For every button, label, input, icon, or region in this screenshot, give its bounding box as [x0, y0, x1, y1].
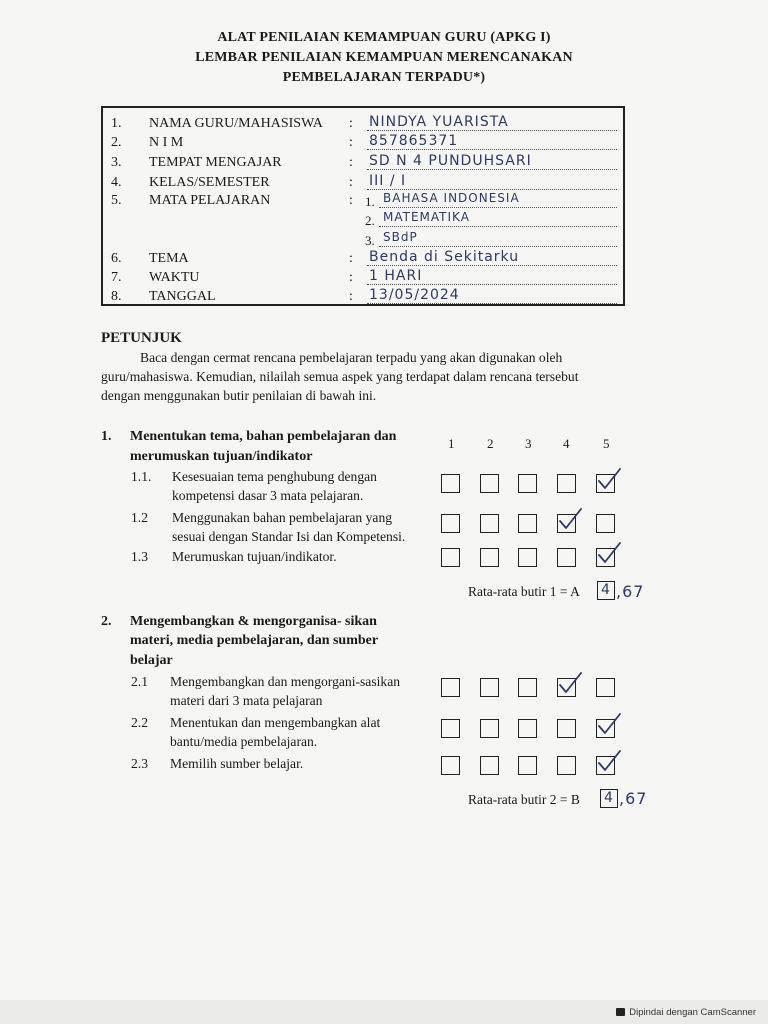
doc-title-line2: LEMBAR PENILAIAN KEMAMPUAN MERENCANAKAN — [195, 50, 573, 65]
identity-row-subject-2 — [103, 212, 623, 230]
subject-number: 3. — [365, 233, 375, 248]
section-2-title-line2: materi, media pembelajaran, dan sumber — [130, 633, 379, 648]
rating-checkbox[interactable] — [518, 474, 537, 493]
item-text-line1: Merumuskan tujuan/indikator. — [172, 549, 337, 564]
check-mark-icon — [556, 671, 582, 697]
handwritten-subject-2: MATEMATIKA — [383, 210, 470, 224]
subject-number: 2. — [365, 213, 375, 228]
average-1-decimal: ,67 — [616, 582, 645, 601]
identity-row-time — [103, 270, 623, 288]
rating-checkbox[interactable] — [557, 678, 576, 697]
rating-checkbox[interactable] — [596, 474, 615, 493]
rating-checkbox[interactable] — [441, 514, 460, 533]
item-text-line1: Menentukan dan mengembangkan alat — [170, 715, 381, 730]
item-text-line2: kompetensi dasar 3 mata pelajaran. — [172, 488, 364, 503]
dotted-line — [367, 149, 617, 150]
section-2-title-line3: belajar — [130, 653, 173, 668]
row-colon: : — [349, 289, 353, 304]
instructions-line1: Baca dengan cermat rencana pembelajaran terpadu yang akan digunakan oleh — [140, 350, 563, 365]
identity-row-date — [103, 289, 623, 307]
item-number: 2.3 — [131, 756, 148, 771]
row-colon: : — [349, 251, 353, 266]
rating-checkbox[interactable] — [480, 474, 499, 493]
dotted-line — [379, 226, 617, 227]
row-label: WAKTU — [149, 270, 200, 285]
scale-label-4: 4 — [563, 436, 570, 451]
dotted-line — [367, 303, 617, 304]
handwritten-class: III / I — [369, 173, 407, 189]
row-label: KELAS/SEMESTER — [149, 175, 270, 190]
row-colon: : — [349, 175, 353, 190]
row-number: 1. — [111, 116, 122, 131]
rating-checkbox[interactable] — [480, 756, 499, 775]
dotted-line — [367, 265, 617, 266]
rating-checkbox[interactable] — [480, 719, 499, 738]
identity-row-class — [103, 175, 623, 193]
row-colon: : — [349, 270, 353, 285]
check-mark-icon — [595, 541, 621, 567]
check-mark-icon — [595, 749, 621, 775]
row-label: NAMA GURU/MAHASISWA — [149, 116, 323, 131]
section-2-title-line1: Mengembangkan & mengorganisa- sikan — [130, 614, 377, 629]
row-number: 8. — [111, 289, 122, 304]
rating-checkbox[interactable] — [596, 719, 615, 738]
handwritten-date: 13/05/2024 — [369, 287, 460, 303]
check-mark-icon — [595, 467, 621, 493]
dotted-line — [367, 169, 617, 170]
item-text-line1: Menggunakan bahan pembelajaran yang — [172, 510, 393, 525]
handwritten-time: 1 HARI — [369, 268, 423, 284]
rating-checkbox[interactable] — [518, 514, 537, 533]
rating-checkbox[interactable] — [557, 756, 576, 775]
doc-title-line1: ALAT PENILAIAN KEMAMPUAN GURU (APKG I) — [217, 30, 551, 45]
rating-checkbox[interactable] — [441, 548, 460, 567]
row-colon: : — [349, 155, 353, 170]
row-colon: : — [349, 116, 353, 131]
rating-checkbox[interactable] — [596, 678, 615, 697]
handwritten-theme: Benda di Sekitarku — [369, 249, 520, 265]
section-2-number: 2. — [101, 614, 112, 629]
rating-checkbox[interactable] — [557, 719, 576, 738]
row-label: N I M — [149, 135, 184, 150]
identity-row-school — [103, 155, 623, 173]
average-1-label: Rata-rata butir 1 = A — [468, 584, 580, 599]
handwritten-school: SD N 4 PUNDUHSARI — [369, 153, 532, 169]
item-number: 2.1 — [131, 674, 148, 689]
rating-checkbox[interactable] — [441, 719, 460, 738]
row-colon: : — [349, 135, 353, 150]
handwritten-nim: 857865371 — [369, 133, 459, 149]
row-number: 6. — [111, 251, 122, 266]
doc-title-line3: PEMBELAJARAN TERPADU*) — [282, 70, 486, 85]
section-1-title-line1: Menentukan tema, bahan pembelajaran dan — [130, 429, 397, 444]
row-number: 2. — [111, 135, 122, 150]
identity-row-subject-3 — [103, 232, 623, 250]
identity-row-subjects — [103, 193, 623, 211]
dotted-line — [367, 130, 617, 131]
item-number: 1.1. — [131, 469, 152, 484]
identity-box — [101, 106, 625, 306]
dotted-line — [367, 189, 617, 190]
row-label: TANGGAL — [149, 289, 216, 304]
row-number: 4. — [111, 175, 122, 190]
average-1-box: 4 — [597, 581, 615, 600]
item-text-line2: materi dari 3 mata pelajaran — [170, 693, 323, 708]
item-text-line1: Memilih sumber belajar. — [170, 756, 304, 771]
rating-checkbox[interactable] — [596, 756, 615, 775]
average-2-box: 4 — [600, 789, 618, 808]
scanner-footer — [616, 1007, 756, 1018]
rating-checkbox[interactable] — [518, 548, 537, 567]
rating-checkbox[interactable] — [557, 514, 576, 533]
section-1-number: 1. — [101, 429, 112, 444]
rating-checkbox[interactable] — [441, 678, 460, 697]
row-number: 5. — [111, 193, 122, 208]
item-number: 1.2 — [131, 510, 148, 525]
rating-checkbox[interactable] — [518, 756, 537, 775]
row-label: MATA PELAJARAN — [149, 193, 271, 208]
dotted-line — [367, 284, 617, 285]
row-number: 7. — [111, 270, 122, 285]
item-text-line1: Kesesuaian tema penghubung dengan — [172, 469, 377, 484]
section-1-title-line2: merumuskan tujuan/indikator — [130, 449, 313, 464]
rating-checkbox[interactable] — [480, 548, 499, 567]
average-2-decimal: ,67 — [619, 789, 648, 808]
check-mark-icon — [556, 507, 582, 533]
handwritten-subject-1: BAHASA INDONESIA — [383, 191, 520, 205]
rating-checkbox[interactable] — [441, 474, 460, 493]
scale-label-2: 2 — [487, 436, 494, 451]
rating-checkbox[interactable] — [480, 678, 499, 697]
rating-checkbox[interactable] — [557, 474, 576, 493]
dotted-line — [379, 207, 617, 208]
identity-row-name — [103, 116, 623, 134]
scale-label-1: 1 — [448, 436, 455, 451]
instructions-heading: PETUNJUK — [101, 330, 182, 346]
row-number: 3. — [111, 155, 122, 170]
item-text-line2: bantu/media pembelajaran. — [170, 734, 318, 749]
identity-row-nim — [103, 135, 623, 153]
scale-label-5: 5 — [603, 436, 610, 451]
item-number: 1.3 — [131, 549, 148, 564]
rating-checkbox[interactable] — [518, 719, 537, 738]
scale-label-3: 3 — [525, 436, 532, 451]
rating-checkbox[interactable] — [518, 678, 537, 697]
item-text-line2: sesuai dengan Standar Isi dan Kompetensi. — [172, 529, 406, 544]
rating-checkbox[interactable] — [596, 548, 615, 567]
instructions-line2: guru/mahasiswa. Kemudian, nilailah semua aspek yang terdapat dalam rencana tersebut — [101, 369, 579, 384]
scanner-footer-text: Dipindai dengan CamScanner — [629, 1007, 756, 1018]
subject-number: 1. — [365, 194, 375, 209]
dotted-line — [379, 246, 617, 247]
row-label: TEMPAT MENGAJAR — [149, 155, 282, 170]
camscanner-logo-icon — [616, 1008, 625, 1016]
handwritten-subject-3: SBdP — [383, 230, 418, 244]
row-colon: : — [349, 193, 353, 208]
identity-row-theme — [103, 251, 623, 269]
rating-checkbox[interactable] — [480, 514, 499, 533]
rating-checkbox[interactable] — [441, 756, 460, 775]
item-text-line1: Mengembangkan dan mengorgani-sasikan — [170, 674, 401, 689]
row-label: TEMA — [149, 251, 189, 266]
item-number: 2.2 — [131, 715, 148, 730]
rating-checkbox[interactable] — [557, 548, 576, 567]
average-2-label: Rata-rata butir 2 = B — [468, 792, 580, 807]
check-mark-icon — [595, 712, 621, 738]
instructions-line3: dengan menggunakan butir penilaian di bawah ini. — [101, 388, 377, 403]
handwritten-name: NINDYA YUARISTA — [369, 114, 509, 130]
rating-checkbox[interactable] — [596, 514, 615, 533]
